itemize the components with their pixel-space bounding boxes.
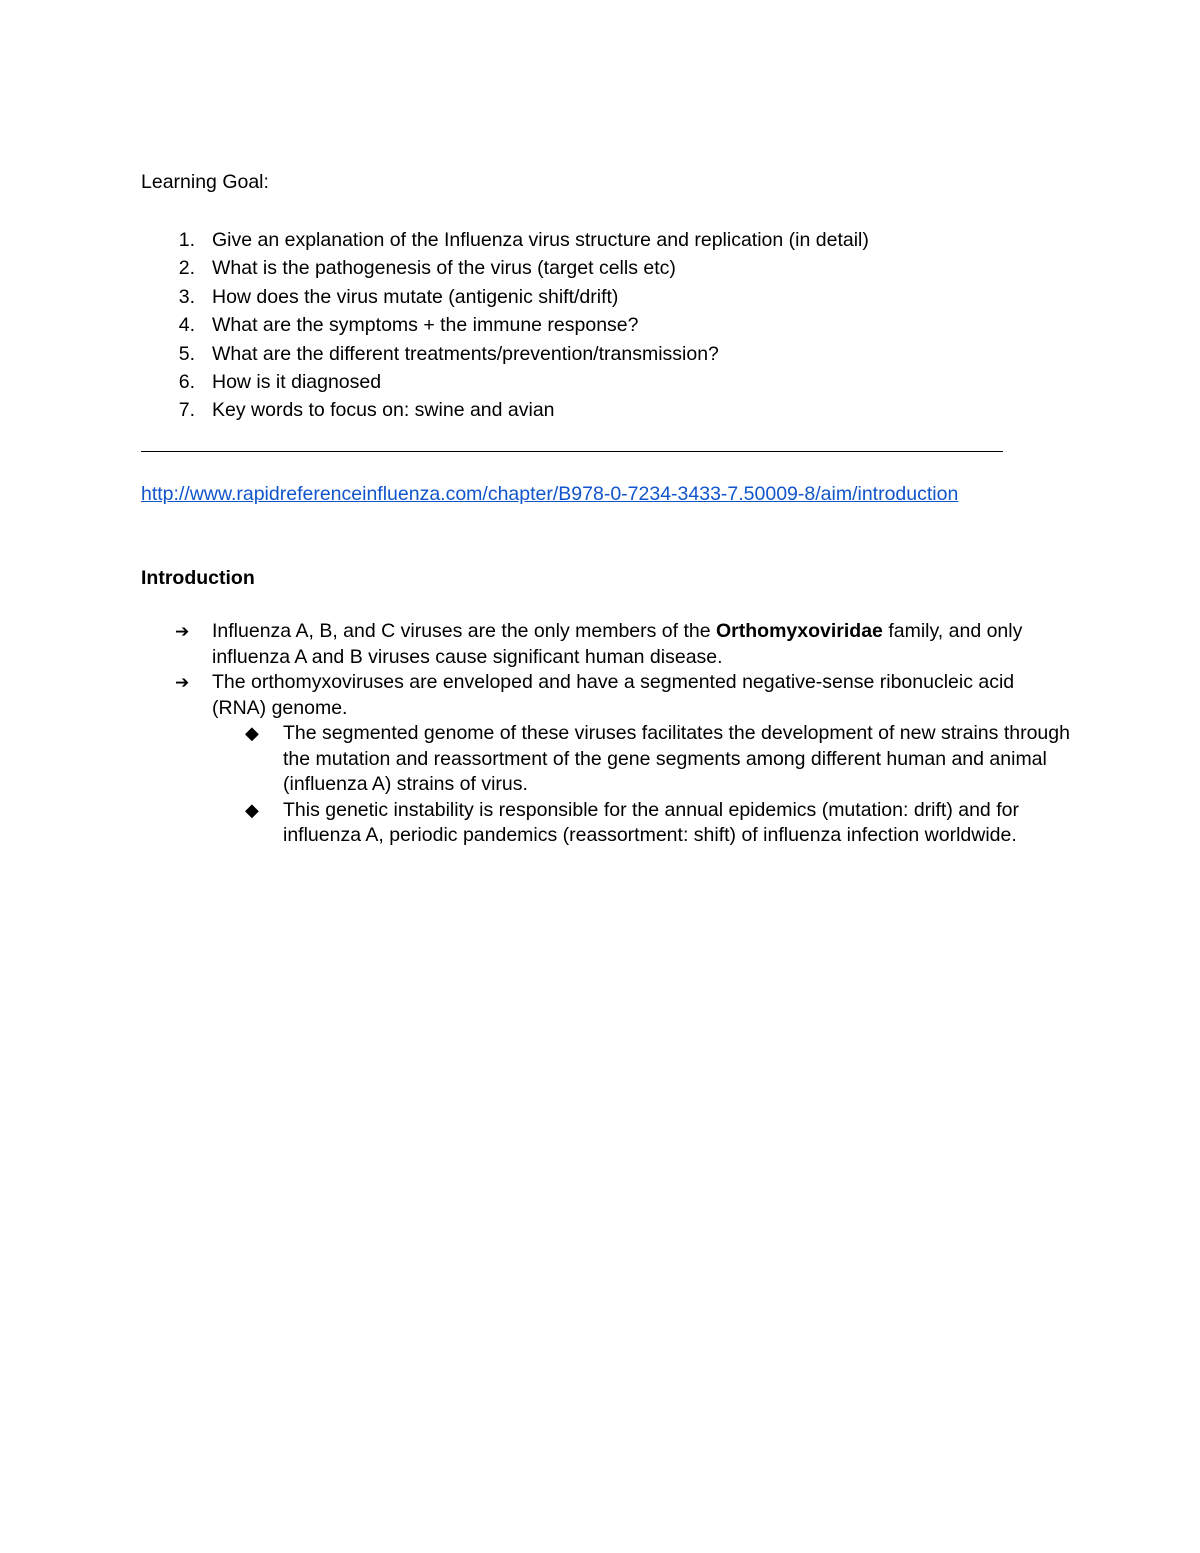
bullet-text: This genetic instability is responsible for the annual epidemics (mutation: drift) and for influenza A, periodic pandemics (reassortment: shift) of influenza infection worldwide. — [283, 798, 1019, 846]
bullet-text: family, and only influenza A and B viruses cause significant human disease. — [212, 620, 1023, 668]
list-item — [141, 619, 1071, 670]
learning-goals-list — [141, 226, 1071, 425]
bullet-text: The segmented genome of these viruses facilitates the development of new strains through the mutation and reassortment of the gene segments among different human and animal (influenza A) strains of virus. — [283, 722, 1070, 795]
list-item — [141, 721, 1071, 798]
diamond-bullet-icon: ◆ — [245, 723, 259, 743]
horizontal-rule — [141, 451, 1003, 452]
bold-term: Orthomyxoviridae — [716, 620, 883, 642]
list-item — [141, 283, 1071, 311]
list-item-text: Give an explanation of the Influenza virus structure and replication (in detail) — [212, 229, 869, 251]
learning-goal-label: Learning Goal: — [141, 171, 269, 193]
arrow-bullet-icon: ➔ — [175, 622, 190, 641]
list-item — [141, 396, 1071, 424]
list-item-text: How does the virus mutate (antigenic shift/drift) — [212, 285, 619, 308]
list-number: 7. — [178, 399, 195, 422]
list-item — [141, 340, 1071, 368]
list-number: 2. — [178, 257, 195, 280]
section-heading: Introduction — [141, 567, 255, 589]
diamond-bullet-icon: ◆ — [245, 799, 259, 820]
list-item-text: How is it diagnosed — [212, 370, 382, 393]
list-item — [141, 368, 1071, 396]
list-number: 4. — [178, 314, 195, 337]
bullet-text: The orthomyxoviruses are enveloped and have a segmented negative-sense ribonucleic acid (RNA) genome. — [212, 671, 1015, 719]
list-item — [141, 226, 1071, 254]
list-number: 5. — [178, 342, 195, 365]
list-number: 1. — [178, 229, 195, 251]
bullet-text: Influenza A, B, and C viruses are the only members of the — [212, 620, 717, 642]
list-number: 3. — [178, 285, 195, 308]
list-item-text: Key words to focus on: swine and avian — [212, 399, 555, 422]
list-number: 6. — [178, 370, 195, 393]
list-item — [141, 798, 1071, 849]
list-item — [141, 254, 1071, 282]
list-item-text: What are the symptoms + the immune response? — [212, 314, 639, 337]
list-item — [141, 670, 1071, 721]
reference-link[interactable]: http://www.rapidreferenceinfluenza.com/chapter/B978-0-7234-3433-7.50009-8/aim/introduction — [141, 483, 959, 505]
list-item-text: What is the pathogenesis of the virus (target cells etc) — [212, 257, 676, 280]
list-item-text: What are the different treatments/prevention/transmission? — [212, 342, 719, 365]
introduction-bullets — [141, 619, 1071, 849]
arrow-bullet-icon: ➔ — [175, 673, 190, 692]
list-item — [141, 311, 1071, 339]
